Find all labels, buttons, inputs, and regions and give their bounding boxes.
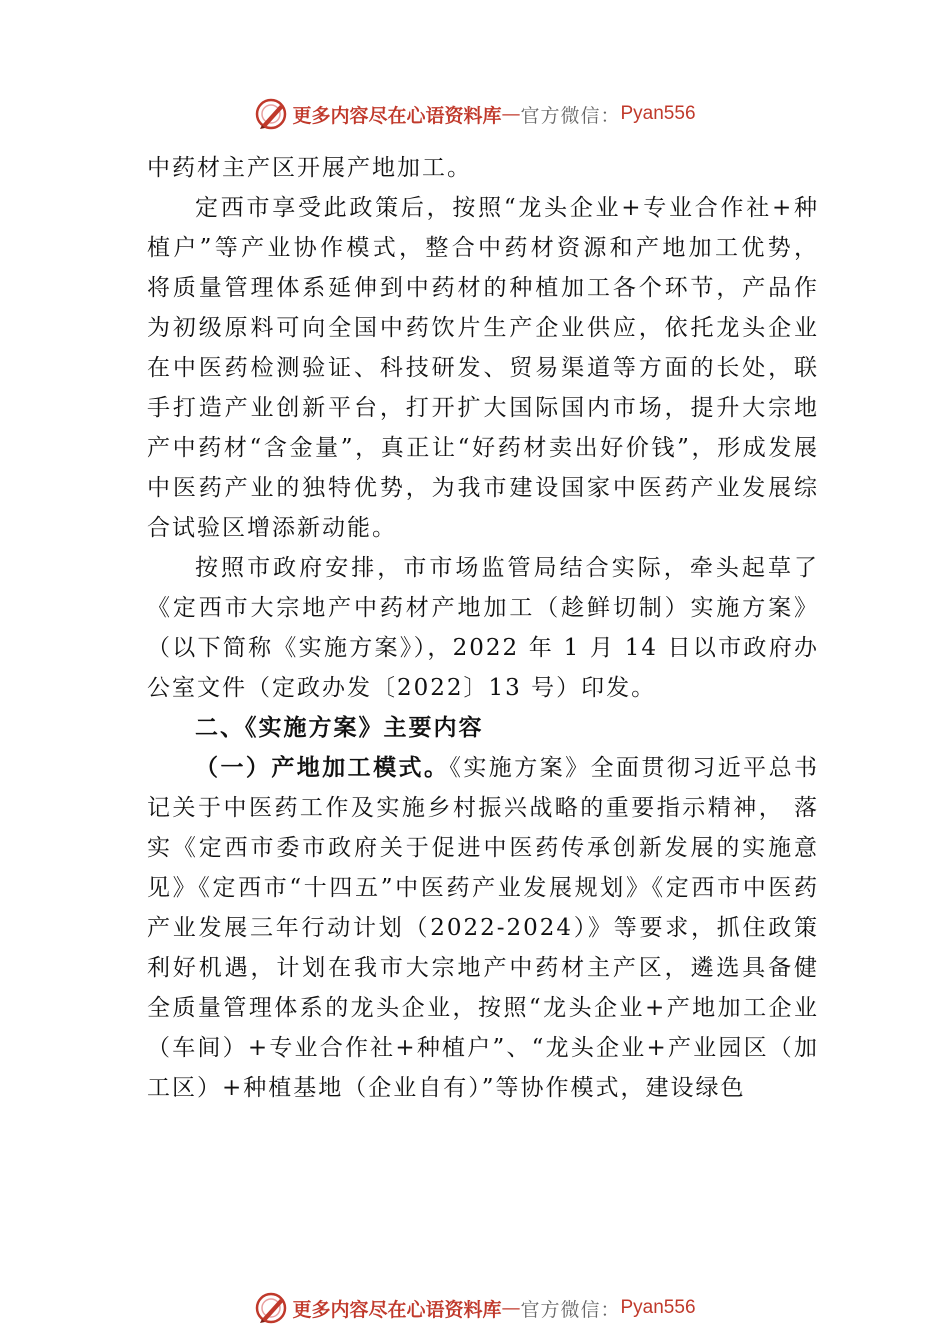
- paragraph-drafting: 按照市政府安排，市市场监管局结合实际，牵头起草了《定西市大宗地产中药材产地加工（趁鲜切制）实施方案》（以下简称《实施方案》），2022 年 1 月 14 日以市政府办公室文件（定政办发〔2022〕13 号）印发。: [147, 555, 819, 701]
- paragraph-policy: 定西市享受此政策后，按照“龙头企业+专业合作社+种植户”等产业协作模式，整合中药材资源和产地加工优势， 将质量管理体系延伸到中药材的种植加工各个环节，产品作为初级原料可向全国中药饮片生产企业供应，依托龙头企业在中医药检测验证、科技研发、贸易渠道等方面的长处，联手打造产业创新平台，打开扩大国际国内市场，提升大宗地产中药材“含金量”，真正让“好药材卖出好价钱”，形成发展中医药产业的独特优势，为我市建设国家中医药产业发展综合试验区增添新动能。: [147, 195, 819, 541]
- banner-wechat-label: 官方微信：: [520, 1298, 621, 1321]
- paragraph-continuation: 中药材主产区开展产地加工。: [147, 155, 472, 181]
- banner-brand-text: 更多内容尽在心语资料库: [292, 1298, 502, 1321]
- banner-wechat-id: Pyan556: [620, 1297, 696, 1318]
- banner-wechat-label: 官方微信：: [520, 104, 621, 127]
- paragraph-processing-mode: [147, 748, 819, 1108]
- footer-watermark-banner: [0, 1288, 950, 1328]
- pen-logo-icon: [254, 97, 288, 131]
- banner-wechat-id: Pyan556: [620, 103, 696, 124]
- banner-dash: —: [501, 1297, 521, 1319]
- document-body: [147, 148, 819, 1108]
- pen-logo-icon: [254, 1291, 288, 1325]
- banner-dash: —: [501, 103, 521, 125]
- banner-brand-text: 更多内容尽在心语资料库: [292, 104, 502, 127]
- subsection-lead: （一）产地加工模式。: [195, 755, 450, 781]
- subsection-body: 《实施方案》全面贯彻习近平总书记关于中医药工作及实施乡村振兴战略的重要指示精神， 落实《定西市委市政府关于促进中医药传承创新发展的实施意见》《定西市“十四五”中医药产业发展规划》《定西市中医药产业发展三年行动计划（2022-2024）》等要求，抓住政策利好机遇，计划在我市大宗地产中药材主产区，遴选具备健全质量管理体系的龙头企业，按照“龙头企业+产地加工企业（车间）+专业合作社+种植户”、“龙头企业+产业园区（加工区）+种植基地（企业自有）”等协作模式，建设绿色: [147, 755, 819, 1101]
- section-heading: 二、《实施方案》主要内容: [195, 715, 484, 741]
- header-watermark-banner: [0, 94, 950, 134]
